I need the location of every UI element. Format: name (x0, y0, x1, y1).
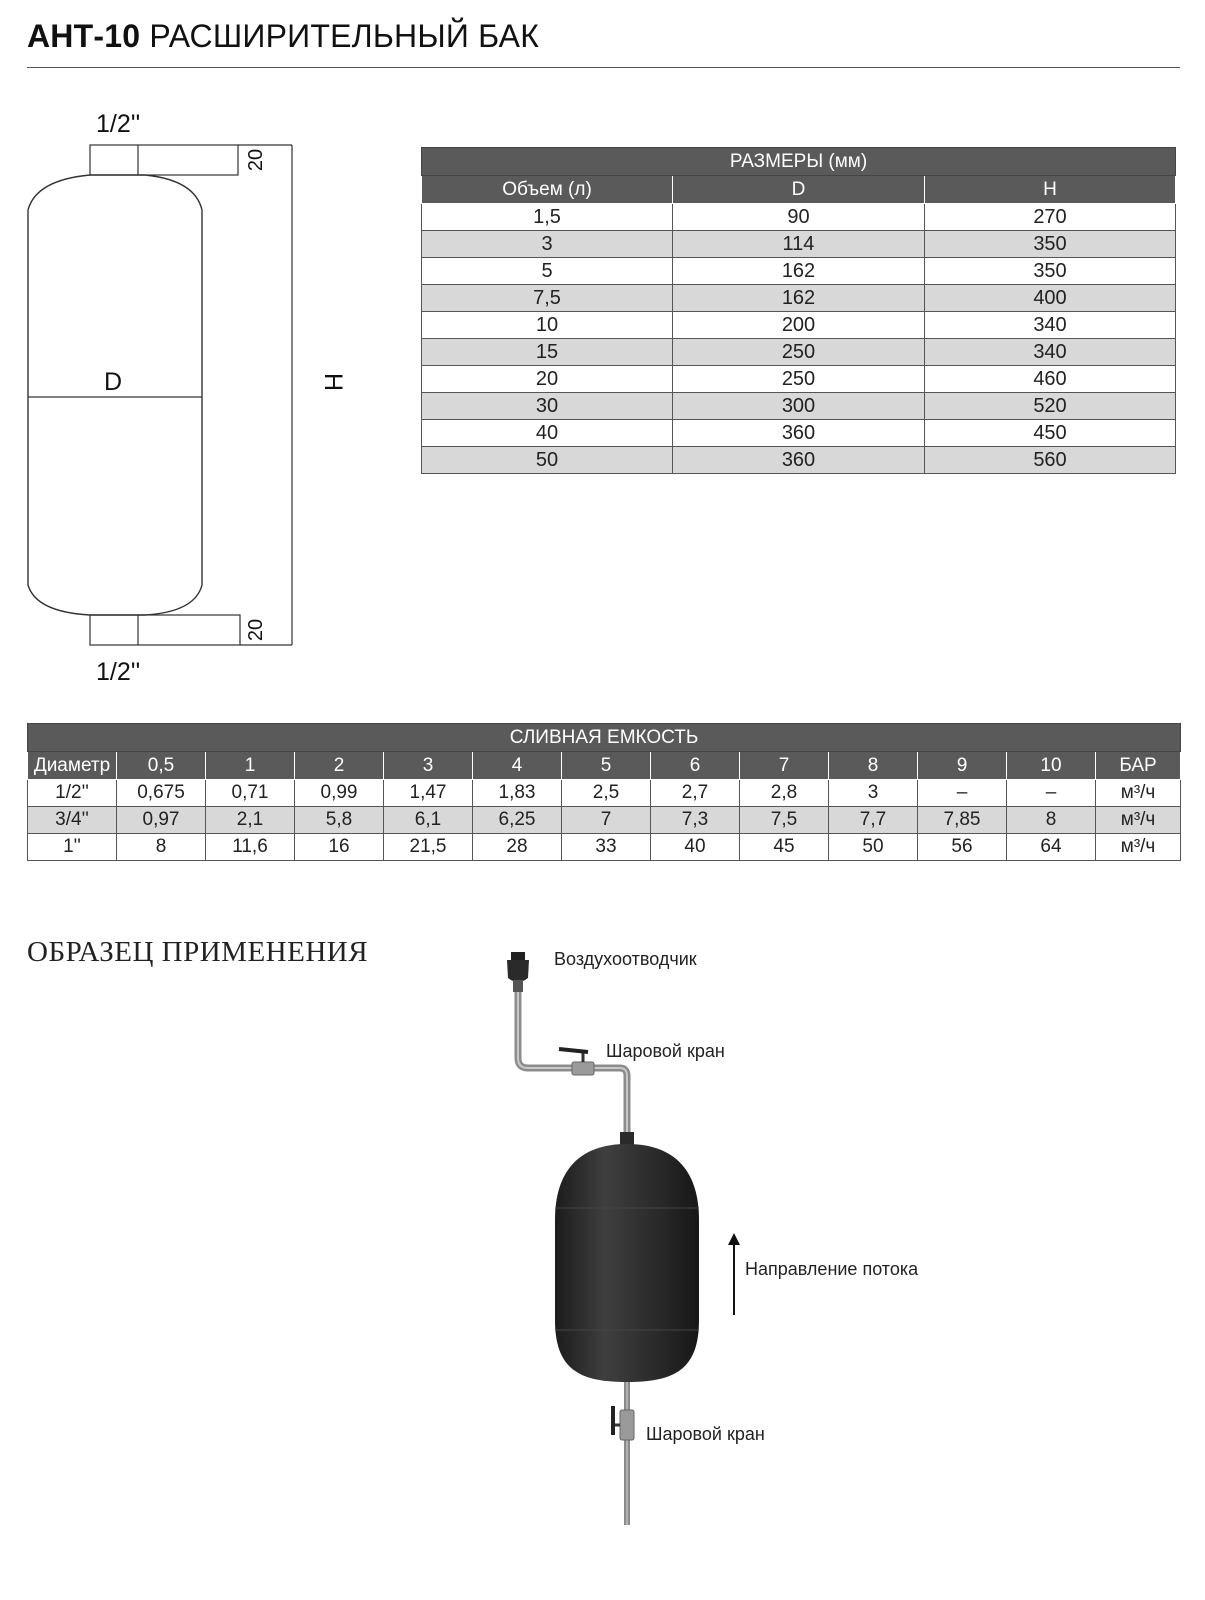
table-row (422, 420, 1176, 447)
dimensions-caption: РАЗМЕРЫ (мм) (422, 148, 1176, 176)
cell: 250 (673, 339, 925, 366)
header-pressure: 3 (384, 752, 473, 780)
header-pressure: 0,5 (117, 752, 206, 780)
title-divider (27, 67, 1180, 68)
cell: 8 (1007, 807, 1096, 834)
cell: 5 (422, 258, 673, 285)
cell: 200 (673, 312, 925, 339)
cell: 11,6 (206, 834, 295, 861)
cell: 40 (422, 420, 673, 447)
cell: 8 (117, 834, 206, 861)
table-row (28, 834, 1181, 861)
cell: 50 (422, 447, 673, 474)
drain-capacity-table (27, 723, 1181, 861)
table-row (422, 366, 1176, 393)
expansion-tank (555, 1144, 699, 1382)
drain-caption: СЛИВНАЯ ЕМКОСТЬ (28, 724, 1181, 752)
cell: 6,1 (384, 807, 473, 834)
header-d: D (673, 176, 925, 204)
cell: 250 (673, 366, 925, 393)
cell: 270 (925, 204, 1176, 231)
header-volume: Объем (л) (422, 176, 673, 204)
cell: 7,5 (422, 285, 673, 312)
cell: 56 (918, 834, 1007, 861)
bottom-thread-label: 1/2'' (96, 658, 141, 686)
cell: 350 (925, 231, 1176, 258)
cell: 16 (295, 834, 384, 861)
cell: 520 (925, 393, 1176, 420)
cell: 340 (925, 312, 1176, 339)
flow-arrow-icon (728, 1233, 740, 1315)
cell: 162 (673, 285, 925, 312)
cell: 64 (1007, 834, 1096, 861)
cell: 45 (740, 834, 829, 861)
top-thread-label: 1/2'' (96, 110, 141, 138)
cell: м³/ч (1096, 834, 1181, 861)
header-unit: БАР (1096, 752, 1181, 780)
cell: 0,99 (295, 780, 384, 807)
cell: 2,7 (651, 780, 740, 807)
tank-top-fitting (620, 1132, 634, 1146)
cell: 2,8 (740, 780, 829, 807)
cell: – (1007, 780, 1096, 807)
cell: 0,71 (206, 780, 295, 807)
table-row (422, 312, 1176, 339)
table-row (422, 231, 1176, 258)
cell: 7,85 (918, 807, 1007, 834)
cell: 2,5 (562, 780, 651, 807)
cell: 360 (673, 420, 925, 447)
cell: 460 (925, 366, 1176, 393)
cell: 7,7 (829, 807, 918, 834)
bottom-ball-valve-label: Шаровой кран (646, 1424, 765, 1444)
cell: 350 (925, 258, 1176, 285)
application-illustration (480, 940, 980, 1540)
top-nipple (90, 145, 238, 175)
table-row (422, 258, 1176, 285)
page-title (27, 18, 539, 55)
cell: 3 (422, 231, 673, 258)
cell: 10 (422, 312, 673, 339)
header-pressure: 9 (918, 752, 1007, 780)
table-row (422, 447, 1176, 474)
cell: м³/ч (1096, 780, 1181, 807)
cell: 1/2'' (28, 780, 117, 807)
cell: 90 (673, 204, 925, 231)
header-pressure: 8 (829, 752, 918, 780)
cell: 1,5 (422, 204, 673, 231)
height-label: H (319, 372, 347, 392)
cell: 6,25 (473, 807, 562, 834)
header-pressure: 1 (206, 752, 295, 780)
cell: 7,3 (651, 807, 740, 834)
bottom-height-label: 20 (245, 618, 267, 642)
header-h: H (925, 176, 1176, 204)
cell: 7,5 (740, 807, 829, 834)
table-row (422, 393, 1176, 420)
air-vent-icon (507, 952, 529, 992)
cell: 33 (562, 834, 651, 861)
cell: 360 (673, 447, 925, 474)
cell: 3 (829, 780, 918, 807)
cell: 28 (473, 834, 562, 861)
cell: 21,5 (384, 834, 473, 861)
bottom-nipple (90, 615, 240, 645)
table-row (422, 339, 1176, 366)
diameter-label: D (104, 368, 123, 396)
table-row (28, 780, 1181, 807)
product-title: РАСШИРИТЕЛЬНЫЙ БАК (149, 18, 540, 54)
table-row (422, 285, 1176, 312)
cell: 162 (673, 258, 925, 285)
header-diameter: Диаметр (28, 752, 117, 780)
dimensions-table (421, 147, 1176, 474)
flow-direction-label: Направление потока (745, 1259, 919, 1279)
air-vent-label: Воздухоотводчик (554, 949, 697, 969)
top-ball-valve-label: Шаровой кран (606, 1041, 725, 1061)
cell: 7 (562, 807, 651, 834)
cell: 2,1 (206, 807, 295, 834)
cell: 1,47 (384, 780, 473, 807)
tank-drawing (0, 100, 380, 700)
application-title: ОБРАЗЕЦ ПРИМЕНЕНИЯ (27, 936, 369, 968)
cell: 40 (651, 834, 740, 861)
cell: 450 (925, 420, 1176, 447)
header-pressure: 10 (1007, 752, 1096, 780)
header-pressure: 6 (651, 752, 740, 780)
cell: 0,675 (117, 780, 206, 807)
top-height-label: 20 (245, 148, 267, 172)
cell: 560 (925, 447, 1176, 474)
cell: 340 (925, 339, 1176, 366)
cell: 3/4'' (28, 807, 117, 834)
header-pressure: 7 (740, 752, 829, 780)
cell: – (918, 780, 1007, 807)
model-name: АНТ-10 (27, 18, 141, 54)
cell: 0,97 (117, 807, 206, 834)
cell: 30 (422, 393, 673, 420)
cell: 114 (673, 231, 925, 258)
table-row (28, 807, 1181, 834)
bottom-ball-valve-icon (613, 1406, 634, 1440)
table-row (422, 204, 1176, 231)
header-pressure: 5 (562, 752, 651, 780)
cell: 300 (673, 393, 925, 420)
header-pressure: 4 (473, 752, 562, 780)
header-pressure: 2 (295, 752, 384, 780)
cell: 15 (422, 339, 673, 366)
cell: 1,83 (473, 780, 562, 807)
cell: 400 (925, 285, 1176, 312)
cell: 1'' (28, 834, 117, 861)
cell: м³/ч (1096, 807, 1181, 834)
cell: 50 (829, 834, 918, 861)
cell: 20 (422, 366, 673, 393)
cell: 5,8 (295, 807, 384, 834)
